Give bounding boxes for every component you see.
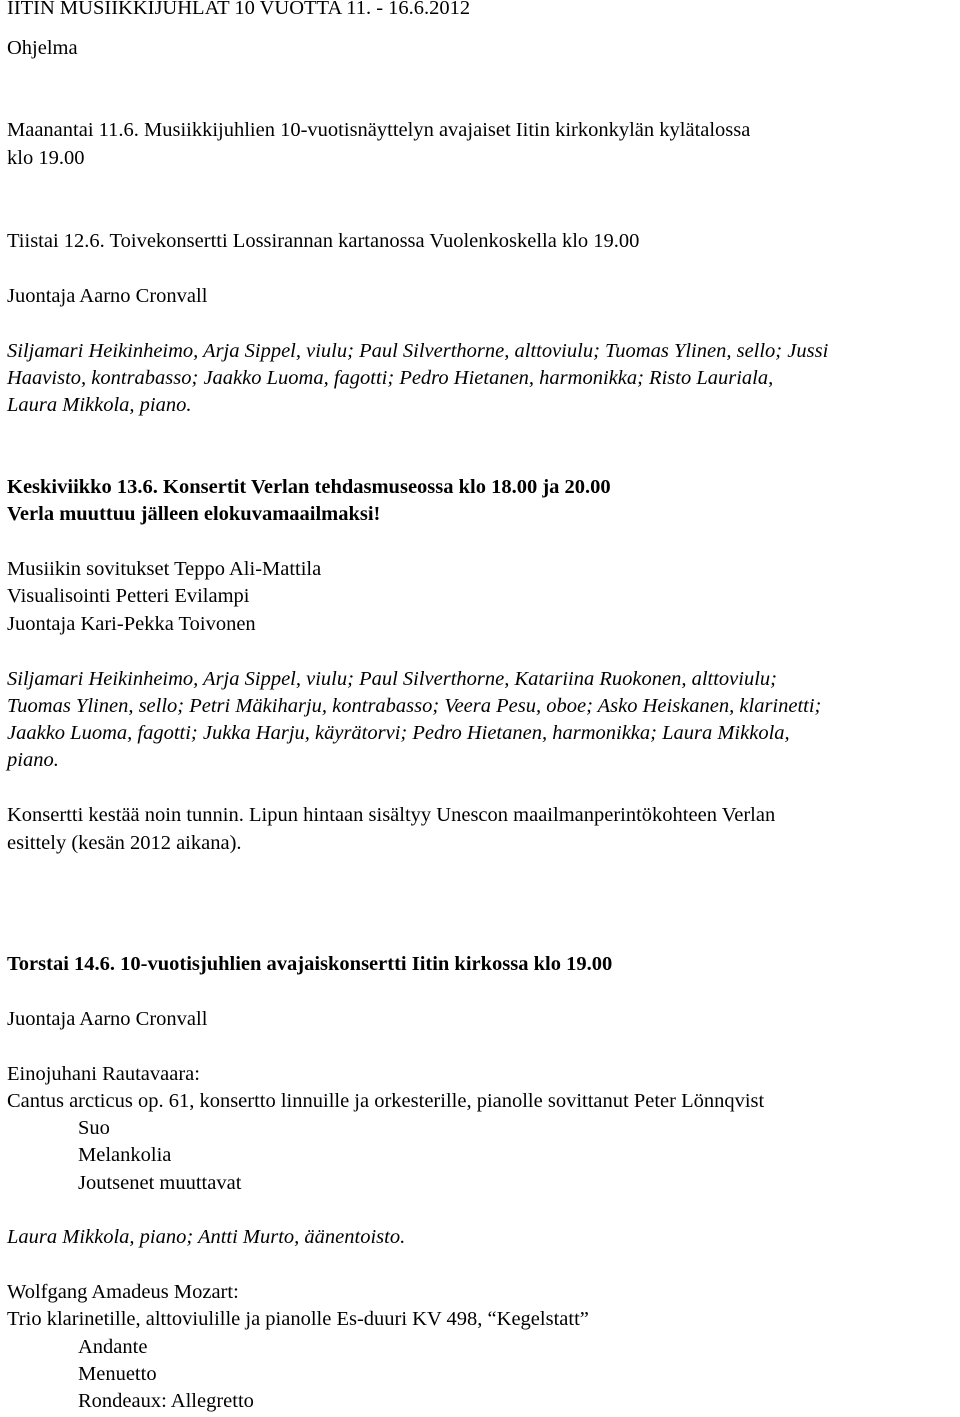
work-title: Trio klarinetille, alttoviulille ja pianolle Es-duuri KV 498, “Kegelstatt” xyxy=(7,1308,589,1330)
movement: Joutsenet muuttavat xyxy=(78,1172,242,1194)
wednesday-performers-line: Jaakko Luoma, fagotti; Jukka Harju, käyrätorvi; Pedro Hietanen, harmonikka; Laura Mikkola, xyxy=(7,722,790,744)
movement: Rondeaux: Allegretto xyxy=(78,1390,254,1412)
wednesday-info-line: Konsertti kestää noin tunnin. Lipun hintaan sisältyy Unescon maailmanperintökohteen Verlan xyxy=(7,804,776,826)
movement: Melankolia xyxy=(78,1144,172,1166)
tuesday-performers-line: Siljamari Heikinheimo, Arja Sippel, viulu; Paul Silverthorne, alttoviulu; Tuomas Ylinen, sello; Jussi xyxy=(7,340,829,362)
tuesday-performers-line: Laura Mikkola, piano. xyxy=(7,394,192,416)
wednesday-performers-line: piano. xyxy=(7,749,59,771)
wednesday-info-line: esittely (kesän 2012 aikana). xyxy=(7,832,242,854)
composer-name: Wolfgang Amadeus Mozart: xyxy=(7,1281,239,1303)
wednesday-notice: Verla muuttuu jälleen elokuvamaailmaksi! xyxy=(7,503,381,525)
thursday-performers: Laura Mikkola, piano; Antti Murto, äänentoisto. xyxy=(7,1226,406,1248)
wednesday-heading: Keskiviikko 13.6. Konsertit Verlan tehdasmuseossa klo 18.00 ja 20.00 xyxy=(7,476,611,498)
tuesday-heading: Tiistai 12.6. Toivekonsertti Lossirannan kartanossa Vuolenkoskella klo 19.00 xyxy=(7,230,640,252)
tuesday-performers-line: Haavisto, kontrabasso; Jaakko Luoma, fagotti; Pedro Hietanen, harmonikka; Risto Lauriala, xyxy=(7,367,774,389)
wednesday-credit: Musiikin sovitukset Teppo Ali-Mattila xyxy=(7,558,322,580)
festival-title: IITIN MUSIIKKIJUHLAT 10 VUOTTA 11. - 16.6.2012 xyxy=(7,0,471,19)
thursday-host: Juontaja Aarno Cronvall xyxy=(7,1008,208,1030)
monday-heading: Maanantai 11.6. Musiikkijuhlien 10-vuotisnäyttelyn avajaiset Iitin kirkonkylän kylätalossa xyxy=(7,119,751,141)
monday-heading-time: klo 19.00 xyxy=(7,147,85,169)
program-subtitle: Ohjelma xyxy=(7,37,78,59)
wednesday-credit: Juontaja Kari-Pekka Toivonen xyxy=(7,613,256,635)
work-title: Cantus arcticus op. 61, konsertto linnuille ja orkesterille, pianolle sovittanut Peter Lönnqvist xyxy=(7,1090,765,1112)
tuesday-host: Juontaja Aarno Cronvall xyxy=(7,285,208,307)
wednesday-credit: Visualisointi Petteri Evilampi xyxy=(7,585,250,607)
composer-name: Einojuhani Rautavaara: xyxy=(7,1063,200,1085)
movement: Suo xyxy=(78,1117,110,1139)
wednesday-performers-line: Tuomas Ylinen, sello; Petri Mäkiharju, kontrabasso; Veera Pesu, oboe; Asko Heiskanen, klarinetti; xyxy=(7,695,822,717)
movement: Andante xyxy=(78,1336,148,1358)
movement: Menuetto xyxy=(78,1363,157,1385)
wednesday-performers-line: Siljamari Heikinheimo, Arja Sippel, viulu; Paul Silverthorne, Katariina Ruokonen, alttoviulu; xyxy=(7,668,777,690)
thursday-heading: Torstai 14.6. 10-vuotisjuhlien avajaiskonsertti Iitin kirkossa klo 19.00 xyxy=(7,953,613,975)
